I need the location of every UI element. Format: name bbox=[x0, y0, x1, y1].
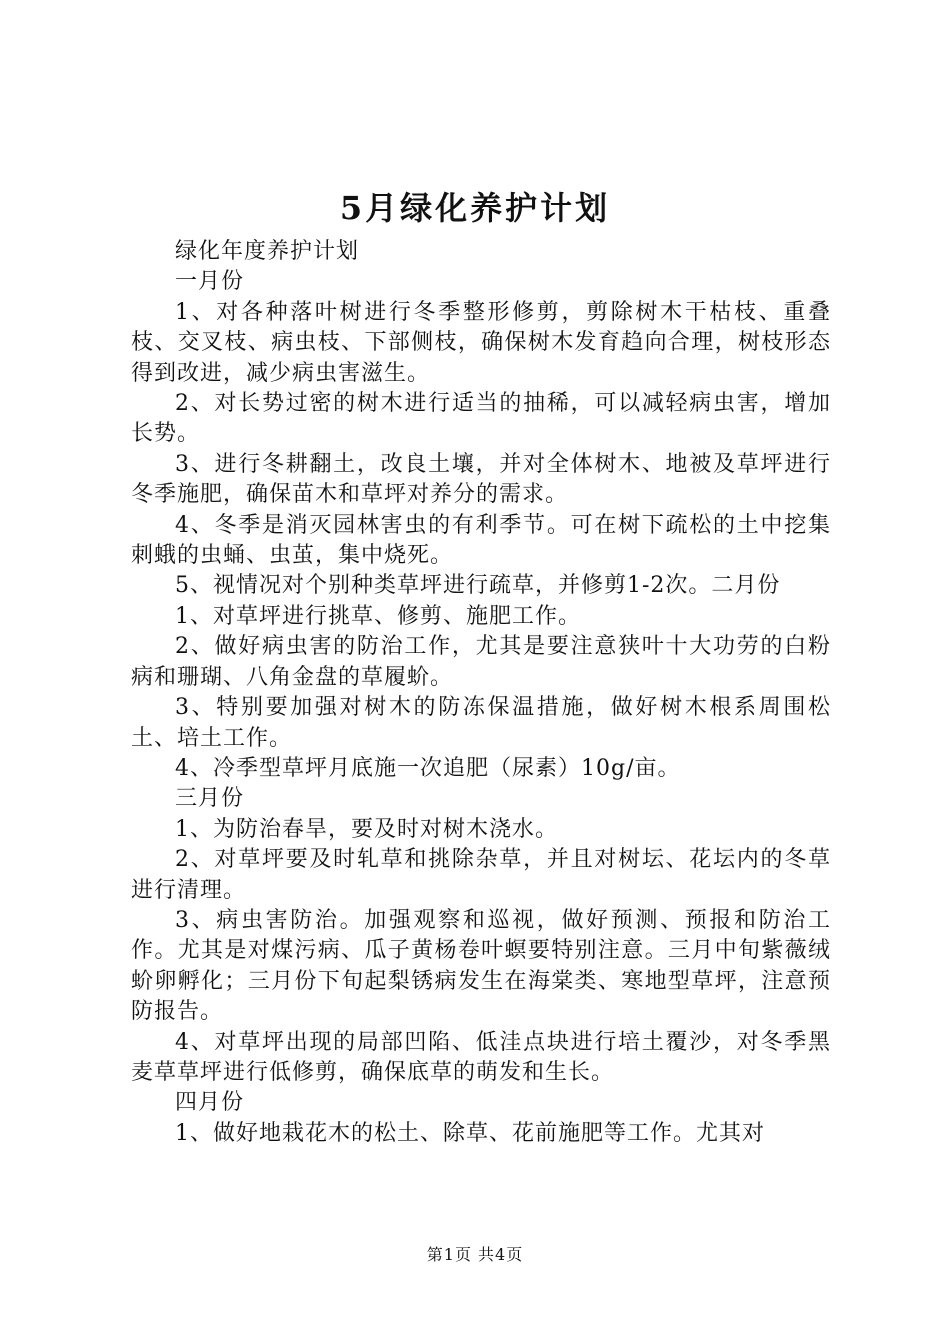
paragraph: 5、视情况对个别种类草坪进行疏草，并修剪1-2次。二月份 bbox=[175, 573, 781, 599]
paragraph: 2、对草坪要及时轧草和挑除杂草，并且对树坛、花坛内的冬草进行清理。 bbox=[131, 847, 831, 903]
paragraph: 3、特别要加强对树木的防冻保温措施，做好树木根系周围松土、培土工作。 bbox=[131, 695, 831, 751]
month-heading: 三月份 bbox=[175, 786, 245, 812]
paragraph: 1、对各种落叶树进行冬季整形修剪，剪除树木干枯枝、重叠枝、交叉枝、病虫枝、下部侧枝，确保树木发育趋向合理，树枝形态得到改进，减少病虫害滋生。 bbox=[131, 299, 831, 386]
month-heading: 一月份 bbox=[175, 269, 245, 295]
document-body bbox=[131, 237, 831, 1149]
paragraph: 4、对草坪出现的局部凹陷、低洼点块进行培土覆沙，对冬季黑麦草草坪进行低修剪，确保底草的萌发和生长。 bbox=[131, 1029, 831, 1085]
paragraph: 绿化年度养护计划 bbox=[175, 239, 360, 264]
paragraph: 4、冬季是消灭园林害虫的有利季节。可在树下疏松的土中挖集刺蛾的虫蛹、虫茧，集中烧死。 bbox=[131, 512, 831, 569]
paragraph: 3、病虫害防治。加强观察和巡视，做好预测、预报和防治工作。尤其是对煤污病、瓜子黄杨卷叶螟要特别注意。三月中旬紫薇绒蚧卵孵化；三月份下旬起梨锈病发生在海棠类、寒地型草坪，注意预防报告。 bbox=[131, 907, 831, 1025]
paragraph: 2、做好病虫害的防治工作，尤其是要注意狭叶十大功劳的白粉病和珊瑚、八角金盘的草履蚧。 bbox=[131, 634, 831, 690]
paragraph: 1、做好地栽花木的松土、除草、花前施肥等工作。尤其对 bbox=[175, 1120, 765, 1146]
month-heading: 四月份 bbox=[175, 1090, 245, 1116]
paragraph: 4、冷季型草坪月底施一次追肥（尿素）10g/亩。 bbox=[175, 755, 681, 781]
paragraph: 1、对草坪进行挑草、修剪、施肥工作。 bbox=[175, 603, 581, 629]
document-title: 5月绿化养护计划 bbox=[339, 189, 611, 227]
paragraph: 2、对长势过密的树木进行适当的抽稀，可以减轻病虫害，增加长势。 bbox=[131, 391, 831, 447]
page-number-footer: 第1页 共4页 bbox=[426, 1245, 524, 1264]
paragraph: 3、进行冬耕翻土，改良土壤，并对全体树木、地被及草坪进行冬季施肥，确保苗木和草坪对养分的需求。 bbox=[131, 451, 831, 508]
paragraph: 1、为防治春旱，要及时对树木浇水。 bbox=[175, 816, 558, 842]
